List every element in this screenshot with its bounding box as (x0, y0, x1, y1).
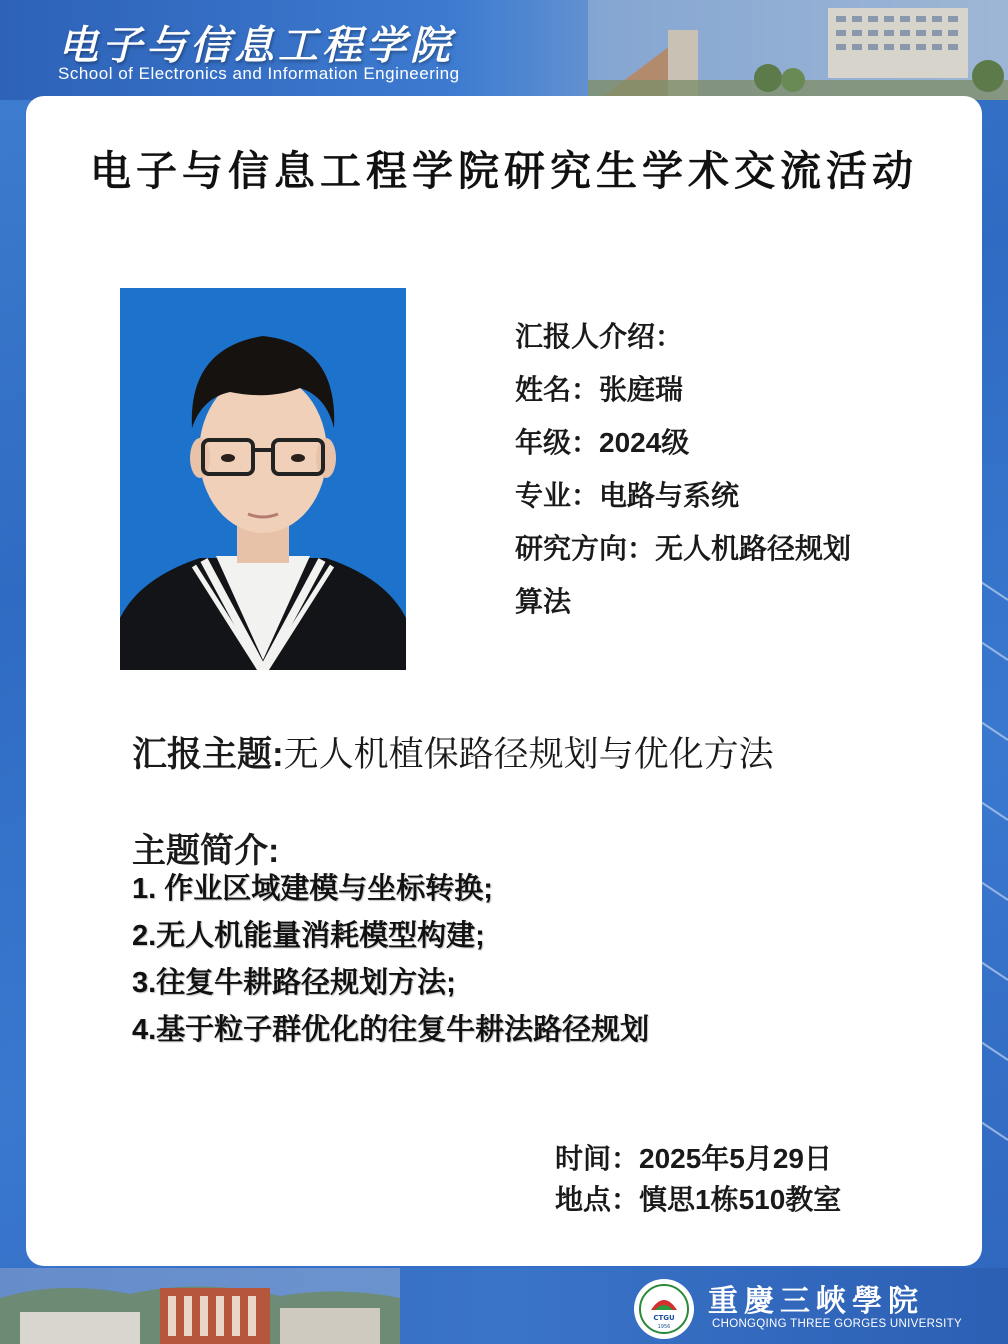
event-time: 时间：2025年5月29日 (555, 1143, 833, 1174)
topic-text: 无人机植保路径规划与优化方法 (283, 735, 774, 774)
topic-intro-list (132, 866, 649, 1054)
list-item: 3.往复牛耕路径规划方法; (132, 967, 456, 999)
logo-text: CTGU (653, 1314, 675, 1322)
university-name-cn: 重慶三峽學院 (708, 1284, 924, 1319)
school-name-cn: 电子与信息工程学院 (58, 22, 454, 69)
presenter-intro-label: 汇报人介绍： (515, 321, 684, 352)
presenter-research-cont: 算法 (515, 586, 572, 617)
list-item: 4.基于粒子群优化的往复牛耕法路径规划 (132, 1014, 650, 1046)
event-place: 地点：慎思1栋510教室 (555, 1184, 842, 1215)
presenter-research: 研究方向：无人机路径规划 (515, 533, 852, 564)
list-item: 2.无人机能量消耗模型构建; (132, 920, 485, 952)
presenter-photo (120, 288, 406, 670)
presenter-name: 姓名：张庭瑞 (515, 374, 684, 405)
header-banner (0, 0, 1008, 100)
page-title: 电子与信息工程学院研究生学术交流活动 (90, 147, 918, 195)
report-topic (132, 727, 774, 777)
topic-intro-heading: 主题简介: (132, 832, 280, 870)
logo-year: 1956 (657, 1324, 671, 1330)
university-name-en: CHONGQING THREE GORGES UNIVERSITY (712, 1318, 962, 1330)
university-logo-icon (633, 1278, 695, 1340)
presenter-info (515, 310, 915, 628)
content-card (26, 96, 982, 1266)
school-name-en: School of Electronics and Information Engineering (58, 64, 460, 83)
event-details (555, 1138, 841, 1220)
campus-illustration (0, 1268, 400, 1344)
list-item: 1. 作业区域建模与坐标转换; (132, 873, 493, 905)
presenter-grade: 年级：2024级 (515, 427, 690, 458)
presenter-major: 专业：电路与系统 (515, 480, 740, 511)
topic-label: 汇报主题: (132, 735, 284, 774)
campus-building-illustration (588, 0, 1008, 100)
